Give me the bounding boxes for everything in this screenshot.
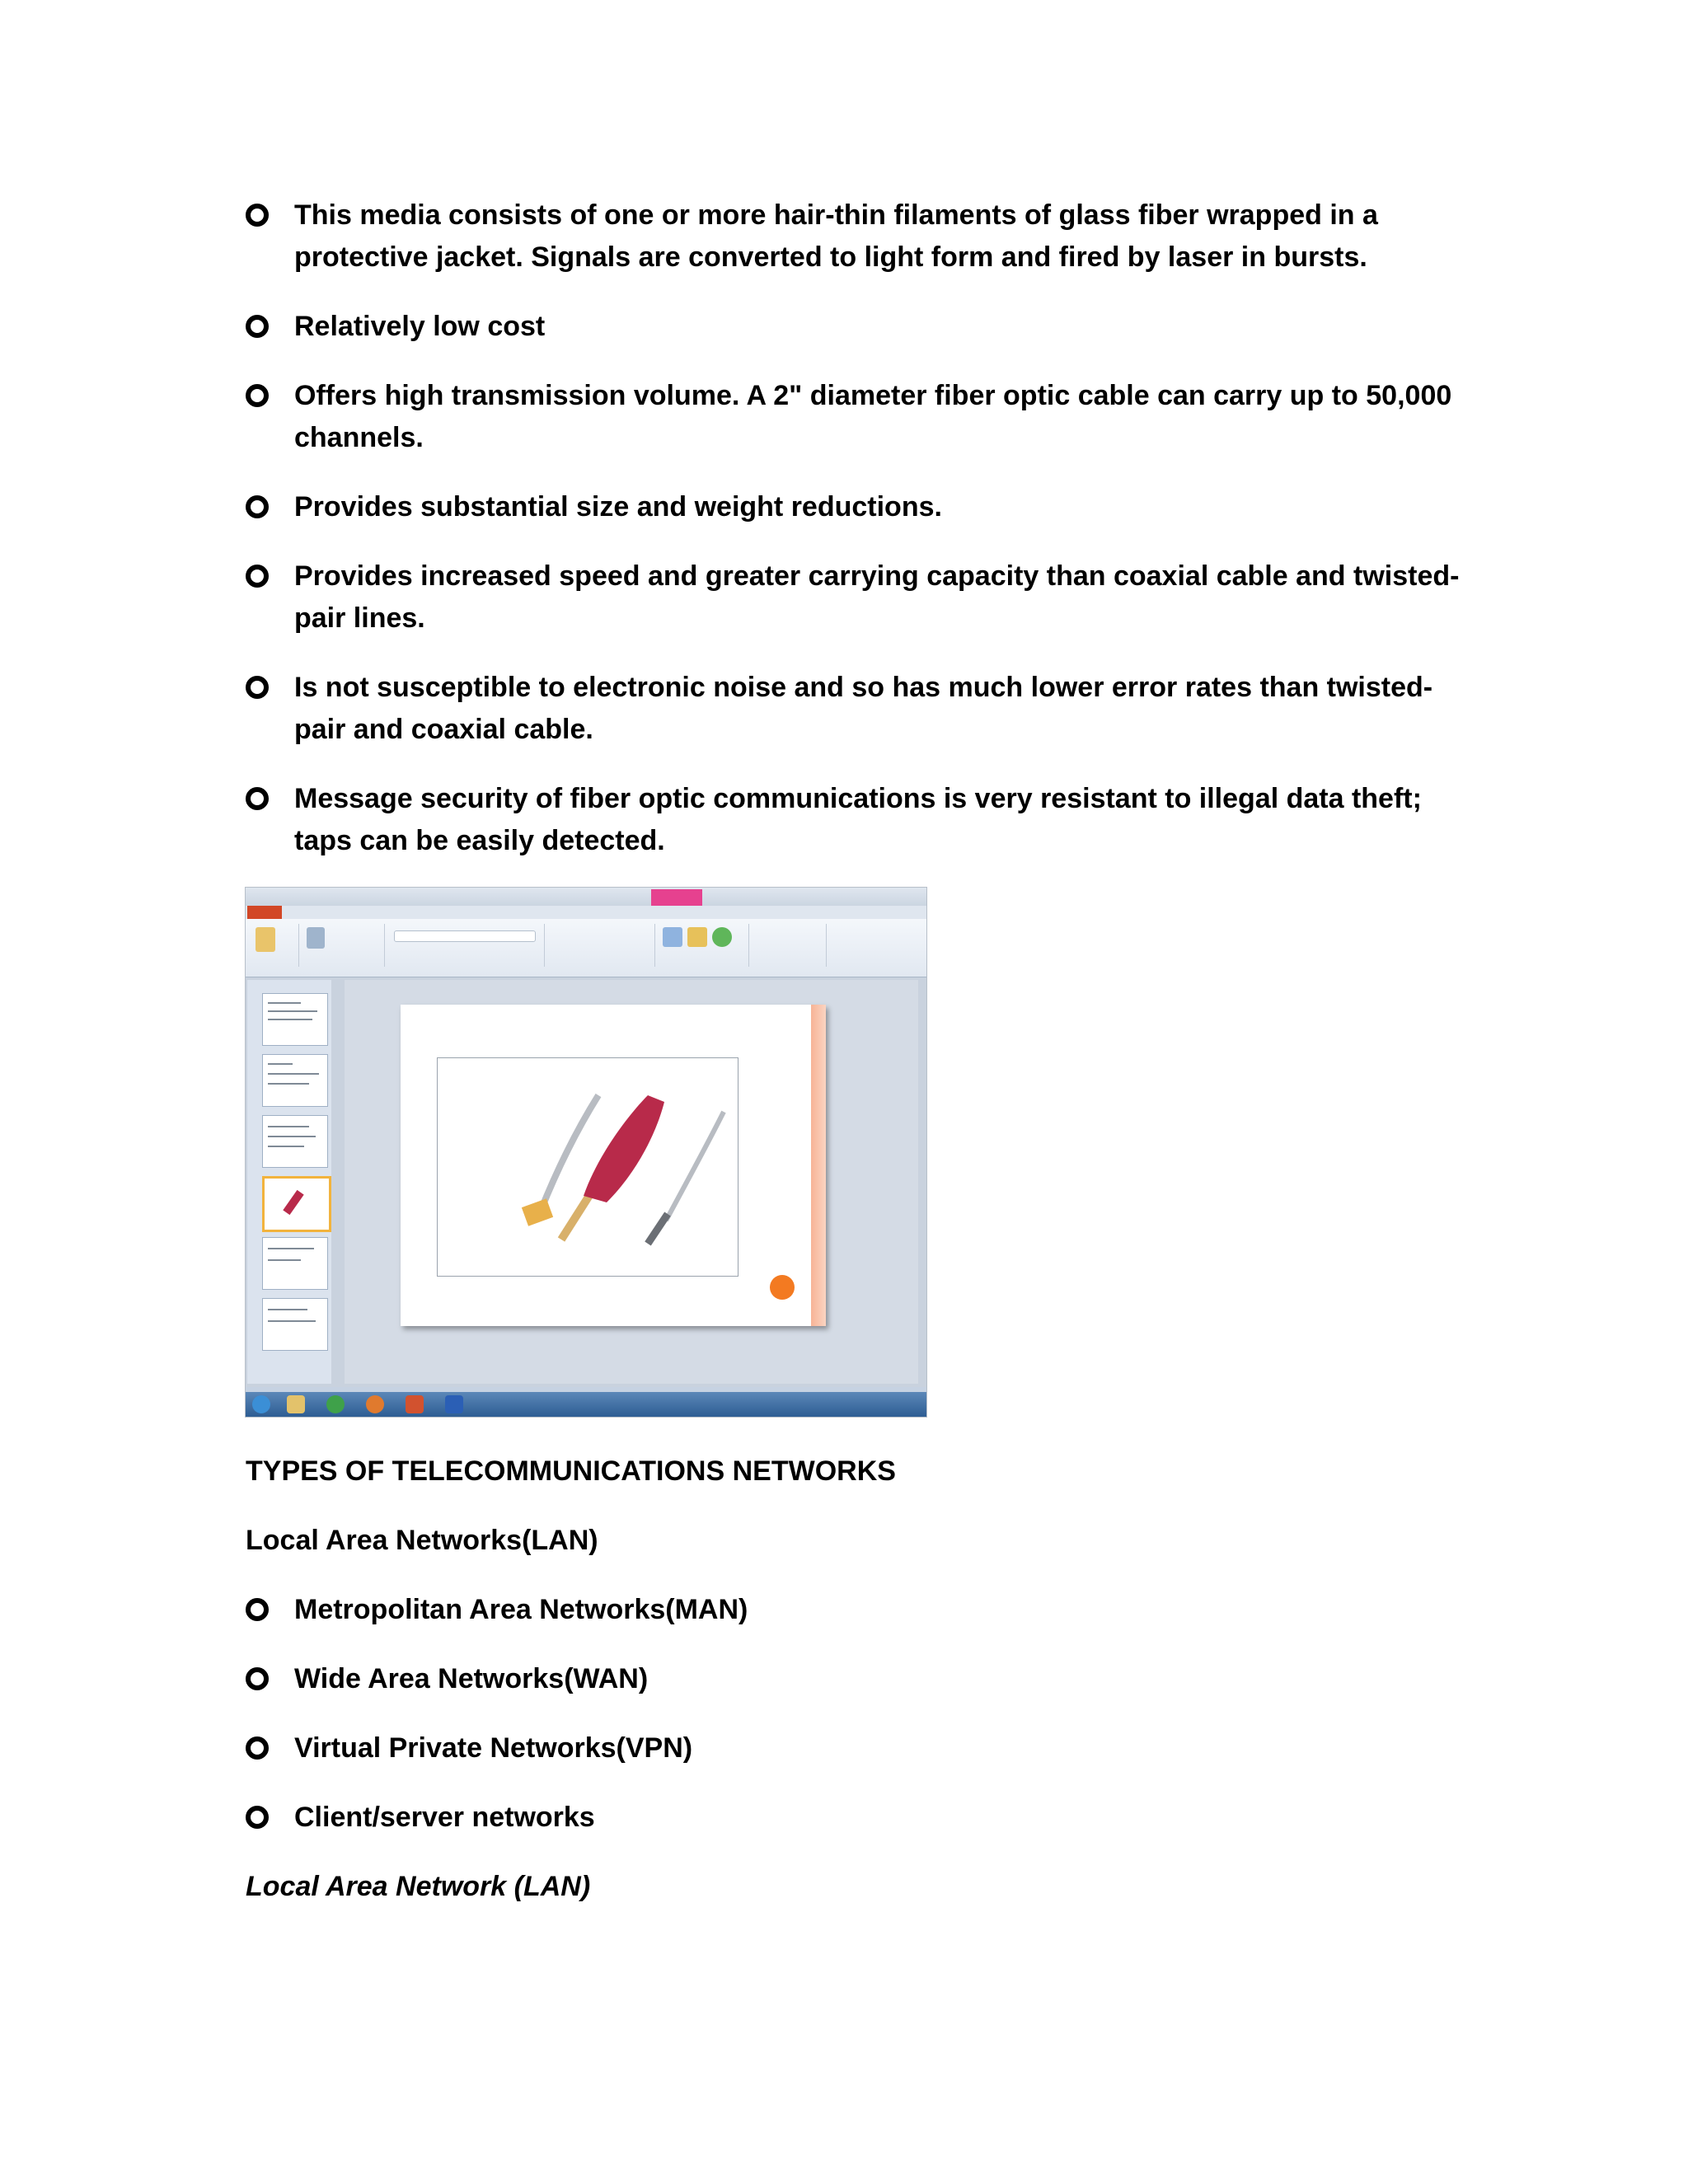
bullet-text: Is not susceptible to electronic noise and so has much lower error rates than twisted-pair and coaxial cable. — [294, 672, 1433, 745]
network-types-list — [246, 1589, 1482, 1839]
slide-thumbnail-selected — [262, 1176, 331, 1232]
editing-group — [829, 924, 895, 967]
bullet-item — [246, 375, 1482, 459]
circle-bullet-icon — [246, 315, 269, 338]
cable-illustration — [401, 1005, 826, 1326]
bullet-item — [246, 1797, 1482, 1839]
powerpoint-screenshot-image — [245, 887, 927, 1418]
clipboard-group — [249, 924, 299, 967]
bullet-item — [246, 486, 1482, 528]
arrange-icon — [687, 927, 707, 947]
slide-thumbnail — [262, 993, 328, 1046]
rj45-connector — [522, 1198, 553, 1226]
circle-bullet-icon — [246, 565, 269, 588]
windows-taskbar — [246, 1392, 926, 1417]
slide-editing-area — [345, 980, 918, 1384]
bullet-text: Message security of fiber optic communications is very resistant to illegal data theft; taps can be easily detected. — [294, 783, 1422, 856]
shape-format-group — [752, 924, 827, 967]
bullet-text: Virtual Private Networks(VPN) — [294, 1732, 693, 1764]
chrome-icon — [326, 1395, 345, 1413]
bullet-item — [246, 194, 1482, 279]
coax-connector — [561, 1194, 590, 1240]
bullet-item — [246, 306, 1482, 348]
circle-bullet-icon — [246, 495, 269, 518]
section-heading: TYPES OF TELECOMMUNICATIONS NETWORKS — [246, 1455, 896, 1487]
start-icon — [252, 1395, 270, 1413]
firefox-icon — [366, 1395, 384, 1413]
fiber-optic-bullet-list — [246, 194, 1482, 862]
slide-thumbnail — [262, 1298, 328, 1351]
bullet-item — [246, 1727, 1482, 1769]
lan-heading: Local Area Networks(LAN) — [246, 1525, 598, 1556]
bullet-item — [246, 667, 1482, 751]
contextual-tab — [651, 889, 702, 906]
bullet-item — [246, 555, 1482, 640]
new-slide-icon — [307, 927, 325, 949]
circle-bullet-icon — [246, 1598, 269, 1621]
app-titlebar — [246, 888, 926, 906]
fiber-optic-cable — [666, 1112, 724, 1221]
bullet-text: Client/server networks — [294, 1802, 595, 1833]
bullet-text: Provides increased speed and greater carrying capacity than coaxial cable and twisted-pair lines. — [294, 560, 1460, 634]
bullet-item — [246, 1589, 1482, 1631]
explorer-icon — [287, 1395, 305, 1413]
bullet-text: Provides substantial size and weight reductions. — [294, 491, 942, 523]
lan-subheading: Local Area Network (LAN) — [246, 1871, 591, 1902]
slides-group — [302, 924, 385, 967]
bullet-item — [246, 778, 1482, 862]
orange-accent-dot — [770, 1275, 795, 1300]
font-group — [387, 924, 545, 967]
bullet-text: Relatively low cost — [294, 311, 546, 342]
shapes-icon — [663, 927, 682, 947]
ribbon-tabs — [246, 906, 926, 919]
bullet-text: Metropolitan Area Networks(MAN) — [294, 1594, 748, 1625]
circle-bullet-icon — [246, 1806, 269, 1829]
slide-thumbnail — [262, 1237, 328, 1290]
quick-styles-icon — [712, 927, 732, 947]
circle-bullet-icon — [246, 676, 269, 699]
circle-bullet-icon — [246, 1667, 269, 1690]
circle-bullet-icon — [246, 1736, 269, 1760]
bullet-text: Offers high transmission volume. A 2" diameter fiber optic cable can carry up to 50,000 channels. — [294, 380, 1452, 453]
slide-thumbnail — [262, 1054, 328, 1107]
bullet-text: This media consists of one or more hair-thin filaments of glass fiber wrapped in a protective jacket. Signals are converted to light form and fired by laser in bursts. — [294, 199, 1378, 273]
drawing-group — [658, 924, 749, 967]
word-icon — [445, 1395, 463, 1413]
coaxial-cable — [584, 1095, 664, 1202]
paste-icon — [256, 927, 275, 952]
paragraph-group — [547, 924, 655, 967]
fiber-connector — [648, 1214, 668, 1244]
powerpoint-icon — [406, 1395, 424, 1413]
font-box — [394, 930, 536, 942]
slide-thumbnail-pane — [247, 980, 331, 1384]
circle-bullet-icon — [246, 204, 269, 227]
bullet-text: Wide Area Networks(WAN) — [294, 1663, 649, 1694]
circle-bullet-icon — [246, 384, 269, 407]
bullet-item — [246, 1658, 1482, 1700]
slide-thumbnail — [262, 1115, 328, 1168]
circle-bullet-icon — [246, 787, 269, 810]
current-slide — [401, 1005, 826, 1326]
ribbon — [246, 919, 926, 977]
file-tab — [247, 906, 282, 919]
